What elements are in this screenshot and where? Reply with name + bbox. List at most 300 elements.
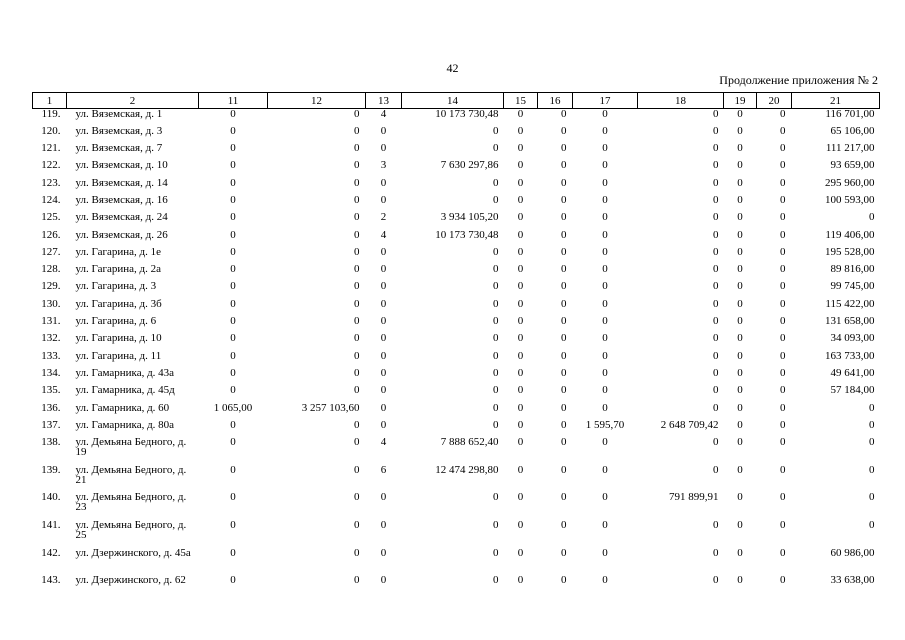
table-row — [33, 178, 880, 195]
value-cell: 6 — [380, 463, 387, 476]
value-cell: 0 — [713, 193, 719, 206]
value-cell: 4 — [380, 436, 387, 449]
value-cell: 0 — [737, 401, 743, 414]
value-cell: 0 — [602, 124, 608, 137]
table-row — [33, 143, 880, 160]
value-cell: 0 — [493, 297, 499, 310]
value-cell: 0 — [713, 315, 719, 328]
value-cell: 0 — [602, 546, 608, 559]
value-cell: 0 — [713, 436, 719, 449]
value-cell: 0 — [869, 463, 875, 476]
column-header: 16 — [538, 93, 573, 109]
table-row — [33, 520, 880, 548]
value-cell: 0 — [737, 280, 743, 293]
row-number-cell: 136. — [41, 401, 61, 414]
value-cell: 0 — [230, 245, 236, 258]
value-cell: 0 — [602, 436, 608, 449]
value-cell: 0 — [354, 263, 360, 276]
value-cell: 0 — [230, 491, 236, 504]
value-cell: 0 — [869, 491, 875, 504]
value-cell: 0 — [354, 418, 360, 431]
value-cell: 0 — [602, 491, 608, 504]
value-cell: 0 — [517, 491, 524, 504]
value-cell: 0 — [380, 245, 387, 258]
column-header: 17 — [573, 93, 638, 109]
value-cell: 0 — [737, 384, 743, 397]
value-cell: 0 — [602, 108, 608, 120]
table-row — [33, 403, 880, 420]
row-number-cell: 132. — [41, 332, 61, 345]
value-cell: 0 — [602, 574, 608, 587]
value-cell: 0 — [561, 124, 567, 137]
value-cell: 0 — [380, 297, 387, 310]
value-cell: 0 — [713, 401, 719, 414]
value-cell: 0 — [517, 124, 524, 137]
row-number-cell: 123. — [41, 176, 61, 189]
address-cell: ул. Гагарина, д. 6 — [75, 315, 157, 328]
value-cell: 0 — [713, 463, 719, 476]
value-cell: 0 — [602, 384, 608, 397]
address-cell: ул. Вяземская, д. 3 — [75, 124, 163, 137]
address-cell: ул. Гагарина, д. 11 — [75, 349, 162, 362]
continuation-label: Продолжение приложения № 2 — [719, 73, 878, 87]
address-cell: ул. Вяземская, д. 24 — [75, 211, 168, 224]
value-cell: 0 — [713, 280, 719, 293]
value-cell: 0 — [380, 193, 387, 206]
address-cell: ул. Демьяна Бедного, д. 23 — [75, 491, 187, 514]
value-cell: 0 — [354, 315, 360, 328]
value-cell: 0 — [354, 159, 360, 172]
row-number-cell: 135. — [41, 384, 61, 397]
value-cell: 0 — [493, 245, 499, 258]
value-cell: 0 — [517, 366, 524, 379]
value-cell: 0 — [493, 384, 499, 397]
row-number-cell: 127. — [41, 245, 61, 258]
value-cell: 0 — [517, 176, 524, 189]
value-cell: 0 — [380, 349, 387, 362]
value-cell: 0 — [354, 211, 360, 224]
value-cell: 0 — [780, 142, 786, 155]
value-cell: 0 — [737, 297, 743, 310]
value-cell: 0 — [737, 193, 743, 206]
value-cell: 0 — [380, 142, 387, 155]
value-cell: 0 — [602, 245, 608, 258]
value-cell: 0 — [737, 176, 743, 189]
value-cell: 0 — [737, 349, 743, 362]
value-cell: 0 — [602, 366, 608, 379]
value-cell: 0 — [230, 332, 236, 345]
value-cell: 0 — [780, 436, 786, 449]
value-cell: 1 595,70 — [585, 418, 625, 431]
value-cell: 0 — [602, 280, 608, 293]
column-header: 21 — [792, 93, 880, 109]
value-cell: 0 — [354, 142, 360, 155]
row-number-cell: 133. — [41, 349, 61, 362]
table-row — [33, 492, 880, 520]
value-cell: 0 — [780, 108, 786, 120]
value-cell: 0 — [602, 211, 608, 224]
value-cell: 0 — [780, 349, 786, 362]
value-cell: 0 — [737, 491, 743, 504]
value-cell: 0 — [380, 332, 387, 345]
value-cell: 0 — [493, 491, 499, 504]
value-cell: 0 — [517, 518, 524, 531]
table-header-row — [33, 93, 880, 109]
address-cell: ул. Демьяна Бедного, д. 19 — [75, 436, 187, 459]
value-cell: 0 — [517, 211, 524, 224]
value-cell: 0 — [230, 574, 236, 587]
value-cell: 0 — [380, 518, 387, 531]
column-header: 12 — [268, 93, 366, 109]
value-cell: 0 — [713, 228, 719, 241]
value-cell: 163 733,00 — [825, 349, 875, 362]
value-cell: 0 — [780, 176, 786, 189]
address-cell: ул. Вяземская, д. 1 — [75, 108, 163, 120]
value-cell: 0 — [380, 315, 387, 328]
value-cell: 3 — [380, 159, 387, 172]
value-cell: 0 — [561, 491, 567, 504]
value-cell: 0 — [230, 297, 236, 310]
value-cell: 0 — [561, 228, 567, 241]
value-cell: 111 217,00 — [825, 142, 875, 155]
value-cell: 0 — [737, 436, 743, 449]
row-number-cell: 121. — [41, 142, 61, 155]
table-row — [33, 160, 880, 177]
value-cell: 65 106,00 — [830, 124, 875, 137]
column-header: 11 — [199, 93, 268, 109]
table-row — [33, 195, 880, 212]
table-row — [33, 299, 880, 316]
value-cell: 0 — [737, 108, 743, 120]
value-cell: 0 — [380, 176, 387, 189]
value-cell: 0 — [230, 418, 236, 431]
value-cell: 0 — [354, 366, 360, 379]
value-cell: 0 — [780, 332, 786, 345]
value-cell: 0 — [737, 245, 743, 258]
table-row — [33, 126, 880, 143]
address-cell: ул. Вяземская, д. 16 — [75, 193, 168, 206]
value-cell: 0 — [493, 263, 499, 276]
value-cell: 0 — [602, 463, 608, 476]
value-cell: 0 — [602, 315, 608, 328]
value-cell: 0 — [869, 211, 875, 224]
value-cell: 0 — [493, 366, 499, 379]
value-cell: 0 — [354, 436, 360, 449]
value-cell: 0 — [230, 176, 236, 189]
value-cell: 0 — [380, 384, 387, 397]
address-cell: ул. Гамарника, д. 43а — [75, 366, 175, 379]
value-cell: 0 — [869, 418, 875, 431]
value-cell: 0 — [380, 280, 387, 293]
address-cell: ул. Гагарина, д. 3 — [75, 280, 157, 293]
row-number-cell: 131. — [41, 315, 61, 328]
value-cell: 0 — [780, 263, 786, 276]
value-cell: 0 — [517, 463, 524, 476]
address-cell: ул. Вяземская, д. 7 — [75, 142, 163, 155]
value-cell: 0 — [230, 463, 236, 476]
value-cell: 0 — [354, 463, 360, 476]
value-cell: 0 — [713, 245, 719, 258]
value-cell: 0 — [737, 332, 743, 345]
value-cell: 0 — [493, 418, 499, 431]
row-number-cell: 129. — [41, 280, 61, 293]
value-cell: 0 — [780, 518, 786, 531]
value-cell: 0 — [561, 574, 567, 587]
value-cell: 2 — [380, 211, 387, 224]
value-cell: 0 — [517, 574, 524, 587]
value-cell: 93 659,00 — [830, 159, 875, 172]
address-cell: ул. Вяземская, д. 26 — [75, 228, 168, 241]
value-cell: 115 422,00 — [825, 297, 875, 310]
value-cell: 0 — [517, 401, 524, 414]
table-body — [33, 109, 880, 603]
value-cell: 0 — [713, 142, 719, 155]
value-cell: 0 — [380, 546, 387, 559]
value-cell: 0 — [517, 142, 524, 155]
value-cell: 0 — [737, 263, 743, 276]
value-cell: 0 — [869, 518, 875, 531]
table-row — [33, 575, 880, 603]
column-header: 18 — [638, 93, 724, 109]
row-number-cell: 122. — [41, 159, 61, 172]
value-cell: 0 — [380, 124, 387, 137]
row-number-cell: 140. — [41, 491, 61, 504]
value-cell: 1 065,00 — [213, 401, 253, 414]
value-cell: 0 — [354, 546, 360, 559]
table-row — [33, 264, 880, 281]
value-cell: 0 — [561, 384, 567, 397]
address-cell: ул. Вяземская, д. 10 — [75, 159, 168, 172]
row-number-cell: 137. — [41, 418, 61, 431]
value-cell: 195 528,00 — [825, 245, 875, 258]
table-row — [33, 316, 880, 333]
value-cell: 116 701,00 — [825, 108, 875, 120]
value-cell: 0 — [602, 142, 608, 155]
value-cell: 0 — [230, 366, 236, 379]
value-cell: 57 184,00 — [830, 384, 875, 397]
value-cell: 0 — [561, 297, 567, 310]
value-cell: 0 — [230, 384, 236, 397]
value-cell: 0 — [780, 297, 786, 310]
row-number-cell: 120. — [41, 124, 61, 137]
value-cell: 0 — [493, 193, 499, 206]
value-cell: 0 — [354, 245, 360, 258]
column-header: 14 — [402, 93, 504, 109]
value-cell: 0 — [354, 384, 360, 397]
value-cell: 0 — [713, 366, 719, 379]
value-cell: 4 — [380, 228, 387, 241]
table-row — [33, 281, 880, 298]
column-header: 2 — [67, 93, 199, 109]
value-cell: 0 — [354, 332, 360, 345]
table-row — [33, 247, 880, 264]
value-cell: 3 934 105,20 — [440, 211, 499, 224]
value-cell: 0 — [517, 297, 524, 310]
row-number-cell: 142. — [41, 546, 61, 559]
value-cell: 0 — [230, 124, 236, 137]
value-cell: 0 — [561, 546, 567, 559]
value-cell: 0 — [602, 228, 608, 241]
appendix-table — [32, 92, 880, 603]
table-row — [33, 109, 880, 126]
value-cell: 0 — [780, 245, 786, 258]
value-cell: 0 — [230, 280, 236, 293]
value-cell: 0 — [354, 228, 360, 241]
row-number-cell: 139. — [41, 463, 61, 476]
page-number: 42 — [446, 61, 459, 75]
value-cell: 0 — [713, 108, 719, 120]
value-cell: 0 — [561, 193, 567, 206]
value-cell: 0 — [713, 332, 719, 345]
value-cell: 0 — [737, 228, 743, 241]
value-cell: 0 — [354, 518, 360, 531]
value-cell: 0 — [517, 349, 524, 362]
value-cell: 0 — [517, 384, 524, 397]
address-cell: ул. Вяземская, д. 14 — [75, 176, 168, 189]
address-cell: ул. Демьяна Бедного, д. 21 — [75, 463, 187, 486]
address-cell: ул. Дзержинского, д. 45а — [75, 546, 191, 559]
value-cell: 10 173 730,48 — [435, 228, 499, 241]
value-cell: 4 — [380, 108, 387, 120]
value-cell: 0 — [713, 574, 719, 587]
value-cell: 0 — [517, 418, 524, 431]
value-cell: 0 — [493, 124, 499, 137]
value-cell: 49 641,00 — [830, 366, 875, 379]
value-cell: 0 — [493, 349, 499, 362]
column-header: 15 — [504, 93, 538, 109]
value-cell: 131 658,00 — [825, 315, 875, 328]
value-cell: 0 — [602, 332, 608, 345]
value-cell: 0 — [780, 124, 786, 137]
value-cell: 0 — [561, 211, 567, 224]
value-cell: 0 — [780, 418, 786, 431]
value-cell: 0 — [517, 546, 524, 559]
value-cell: 7 630 297,86 — [440, 159, 499, 172]
value-cell: 0 — [354, 574, 360, 587]
value-cell: 0 — [869, 401, 875, 414]
value-cell: 0 — [713, 159, 719, 172]
value-cell: 119 406,00 — [825, 228, 875, 241]
value-cell: 0 — [561, 401, 567, 414]
row-number-cell: 141. — [41, 518, 61, 531]
value-cell: 0 — [713, 518, 719, 531]
value-cell: 0 — [561, 159, 567, 172]
table-row — [33, 212, 880, 229]
value-cell: 0 — [602, 159, 608, 172]
value-cell: 0 — [713, 349, 719, 362]
value-cell: 0 — [517, 315, 524, 328]
value-cell: 0 — [602, 193, 608, 206]
address-cell: ул. Гагарина, д. 10 — [75, 332, 162, 345]
value-cell: 0 — [561, 463, 567, 476]
value-cell: 7 888 652,40 — [440, 436, 499, 449]
value-cell: 0 — [230, 159, 236, 172]
value-cell: 0 — [354, 297, 360, 310]
value-cell: 0 — [780, 401, 786, 414]
column-header: 1 — [33, 93, 67, 109]
value-cell: 0 — [561, 349, 567, 362]
value-cell: 0 — [380, 401, 387, 414]
value-cell: 0 — [737, 315, 743, 328]
value-cell: 0 — [354, 349, 360, 362]
table-row — [33, 351, 880, 368]
value-cell: 0 — [517, 108, 524, 120]
value-cell: 0 — [517, 436, 524, 449]
value-cell: 34 093,00 — [830, 332, 875, 345]
column-header: 20 — [757, 93, 792, 109]
value-cell: 0 — [517, 228, 524, 241]
value-cell: 0 — [780, 384, 786, 397]
row-number-cell: 124. — [41, 193, 61, 206]
value-cell: 0 — [713, 263, 719, 276]
value-cell: 0 — [517, 263, 524, 276]
address-cell: ул. Гамарника, д. 45д — [75, 384, 175, 397]
value-cell: 0 — [737, 124, 743, 137]
value-cell: 0 — [561, 176, 567, 189]
value-cell: 0 — [780, 491, 786, 504]
table-row — [33, 368, 880, 385]
row-number-cell: 128. — [41, 263, 61, 276]
value-cell: 0 — [380, 418, 387, 431]
value-cell: 0 — [602, 176, 608, 189]
value-cell: 0 — [230, 108, 236, 120]
value-cell: 0 — [354, 108, 360, 120]
value-cell: 0 — [561, 108, 567, 120]
value-cell: 0 — [561, 418, 567, 431]
value-cell: 0 — [230, 349, 236, 362]
value-cell: 0 — [493, 176, 499, 189]
value-cell: 0 — [561, 366, 567, 379]
value-cell: 0 — [230, 211, 236, 224]
value-cell: 12 474 298,80 — [435, 463, 499, 476]
table-row — [33, 333, 880, 350]
value-cell: 0 — [230, 228, 236, 241]
value-cell: 0 — [493, 574, 499, 587]
value-cell: 0 — [713, 384, 719, 397]
value-cell: 0 — [737, 159, 743, 172]
value-cell: 0 — [493, 546, 499, 559]
value-cell: 0 — [780, 574, 786, 587]
value-cell: 0 — [561, 315, 567, 328]
value-cell: 0 — [230, 142, 236, 155]
value-cell: 0 — [780, 546, 786, 559]
table-row — [33, 437, 880, 465]
table-row — [33, 230, 880, 247]
value-cell: 0 — [602, 518, 608, 531]
value-cell: 0 — [380, 263, 387, 276]
address-cell: ул. Демьяна Бедного, д. 25 — [75, 518, 187, 541]
value-cell: 0 — [780, 315, 786, 328]
value-cell: 0 — [780, 463, 786, 476]
value-cell: 0 — [561, 436, 567, 449]
value-cell: 0 — [713, 176, 719, 189]
value-cell: 0 — [380, 366, 387, 379]
value-cell: 0 — [737, 463, 743, 476]
table-row — [33, 420, 880, 437]
value-cell: 0 — [780, 366, 786, 379]
value-cell: 0 — [493, 280, 499, 293]
value-cell: 0 — [602, 297, 608, 310]
value-cell: 0 — [354, 176, 360, 189]
value-cell: 0 — [561, 518, 567, 531]
row-number-cell: 134. — [41, 366, 61, 379]
value-cell: 0 — [230, 518, 236, 531]
value-cell: 0 — [780, 228, 786, 241]
value-cell: 0 — [493, 315, 499, 328]
value-cell: 0 — [493, 142, 499, 155]
value-cell: 0 — [354, 193, 360, 206]
value-cell: 0 — [230, 436, 236, 449]
